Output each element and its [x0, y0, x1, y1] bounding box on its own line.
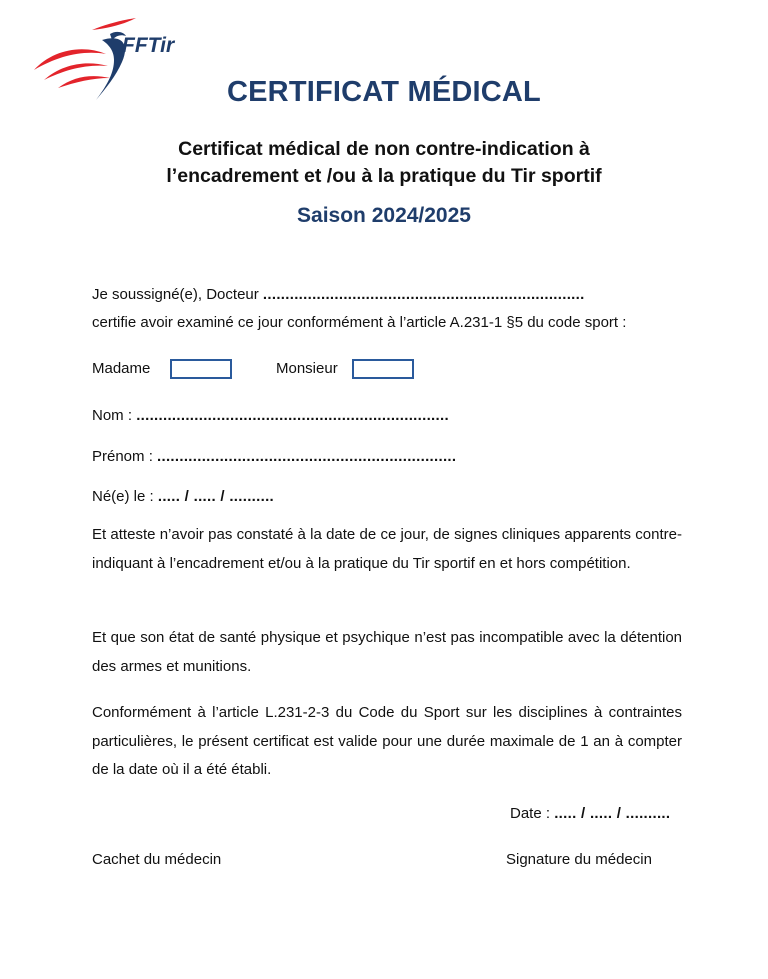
document-title: CERTIFICAT MÉDICAL	[227, 76, 541, 108]
prenom-label: Prénom :	[92, 448, 153, 465]
stamp-label: Cachet du médecin	[92, 851, 222, 868]
certify-line: certifie avoir examiné ce jour conformément à l’article A.231-1 §5 du code sport :	[92, 314, 627, 331]
monsieur-checkbox[interactable]	[352, 359, 414, 379]
nom-label: Nom :	[92, 407, 133, 424]
attest-paragraph: Et atteste n’avoir pas constaté à la date de ce jour, de signes cliniques apparents contre-indiquant à l’encadrement et/ou à la pratique du Tir sportif en et hors compétition.	[92, 526, 682, 572]
health-paragraph: Et que son état de santé physique et psychique n’est pas incompatible avec la détention des armes et munitions.	[92, 629, 682, 675]
prenom-field[interactable]: ...................................................................	[157, 448, 457, 465]
nom-field[interactable]: ......................................................................	[136, 407, 449, 424]
monsieur-label: Monsieur	[276, 360, 338, 377]
date-label: Date :	[510, 805, 551, 822]
subtitle-line-1: Certificat médical de non contre-indication à	[178, 138, 590, 160]
date-field[interactable]: ..... / ..... / ..........	[554, 805, 671, 822]
prenom-line	[92, 448, 456, 465]
madame-checkbox[interactable]	[170, 359, 232, 379]
madame-label: Madame	[92, 360, 151, 377]
signature-label: Signature du médecin	[506, 851, 652, 868]
validity-paragraph: Conformément à l’article L.231-2-3 du Code du Sport sur les disciplines à contraintes particulières, le présent certificat est valide pour une durée maximale de 1 an à compter de la date où il a été établi.	[92, 704, 682, 778]
birth-date-field[interactable]: ..... / ..... / ..........	[157, 488, 275, 505]
doctor-line	[92, 286, 585, 303]
doctor-label: Je soussigné(e), Docteur	[92, 286, 259, 303]
birth-line	[92, 488, 274, 505]
subtitle-line-2: l’encadrement et /ou à la pratique du Tir sportif	[166, 165, 602, 187]
doctor-name-field[interactable]: ........................................................................	[262, 286, 585, 303]
document-subtitle	[0, 136, 768, 190]
date-line	[510, 805, 670, 822]
season-label: Saison 2024/2025	[297, 204, 471, 227]
birth-label: Né(e) le :	[92, 488, 154, 505]
logo-text: FFTir	[122, 34, 175, 57]
nom-line	[92, 407, 449, 424]
